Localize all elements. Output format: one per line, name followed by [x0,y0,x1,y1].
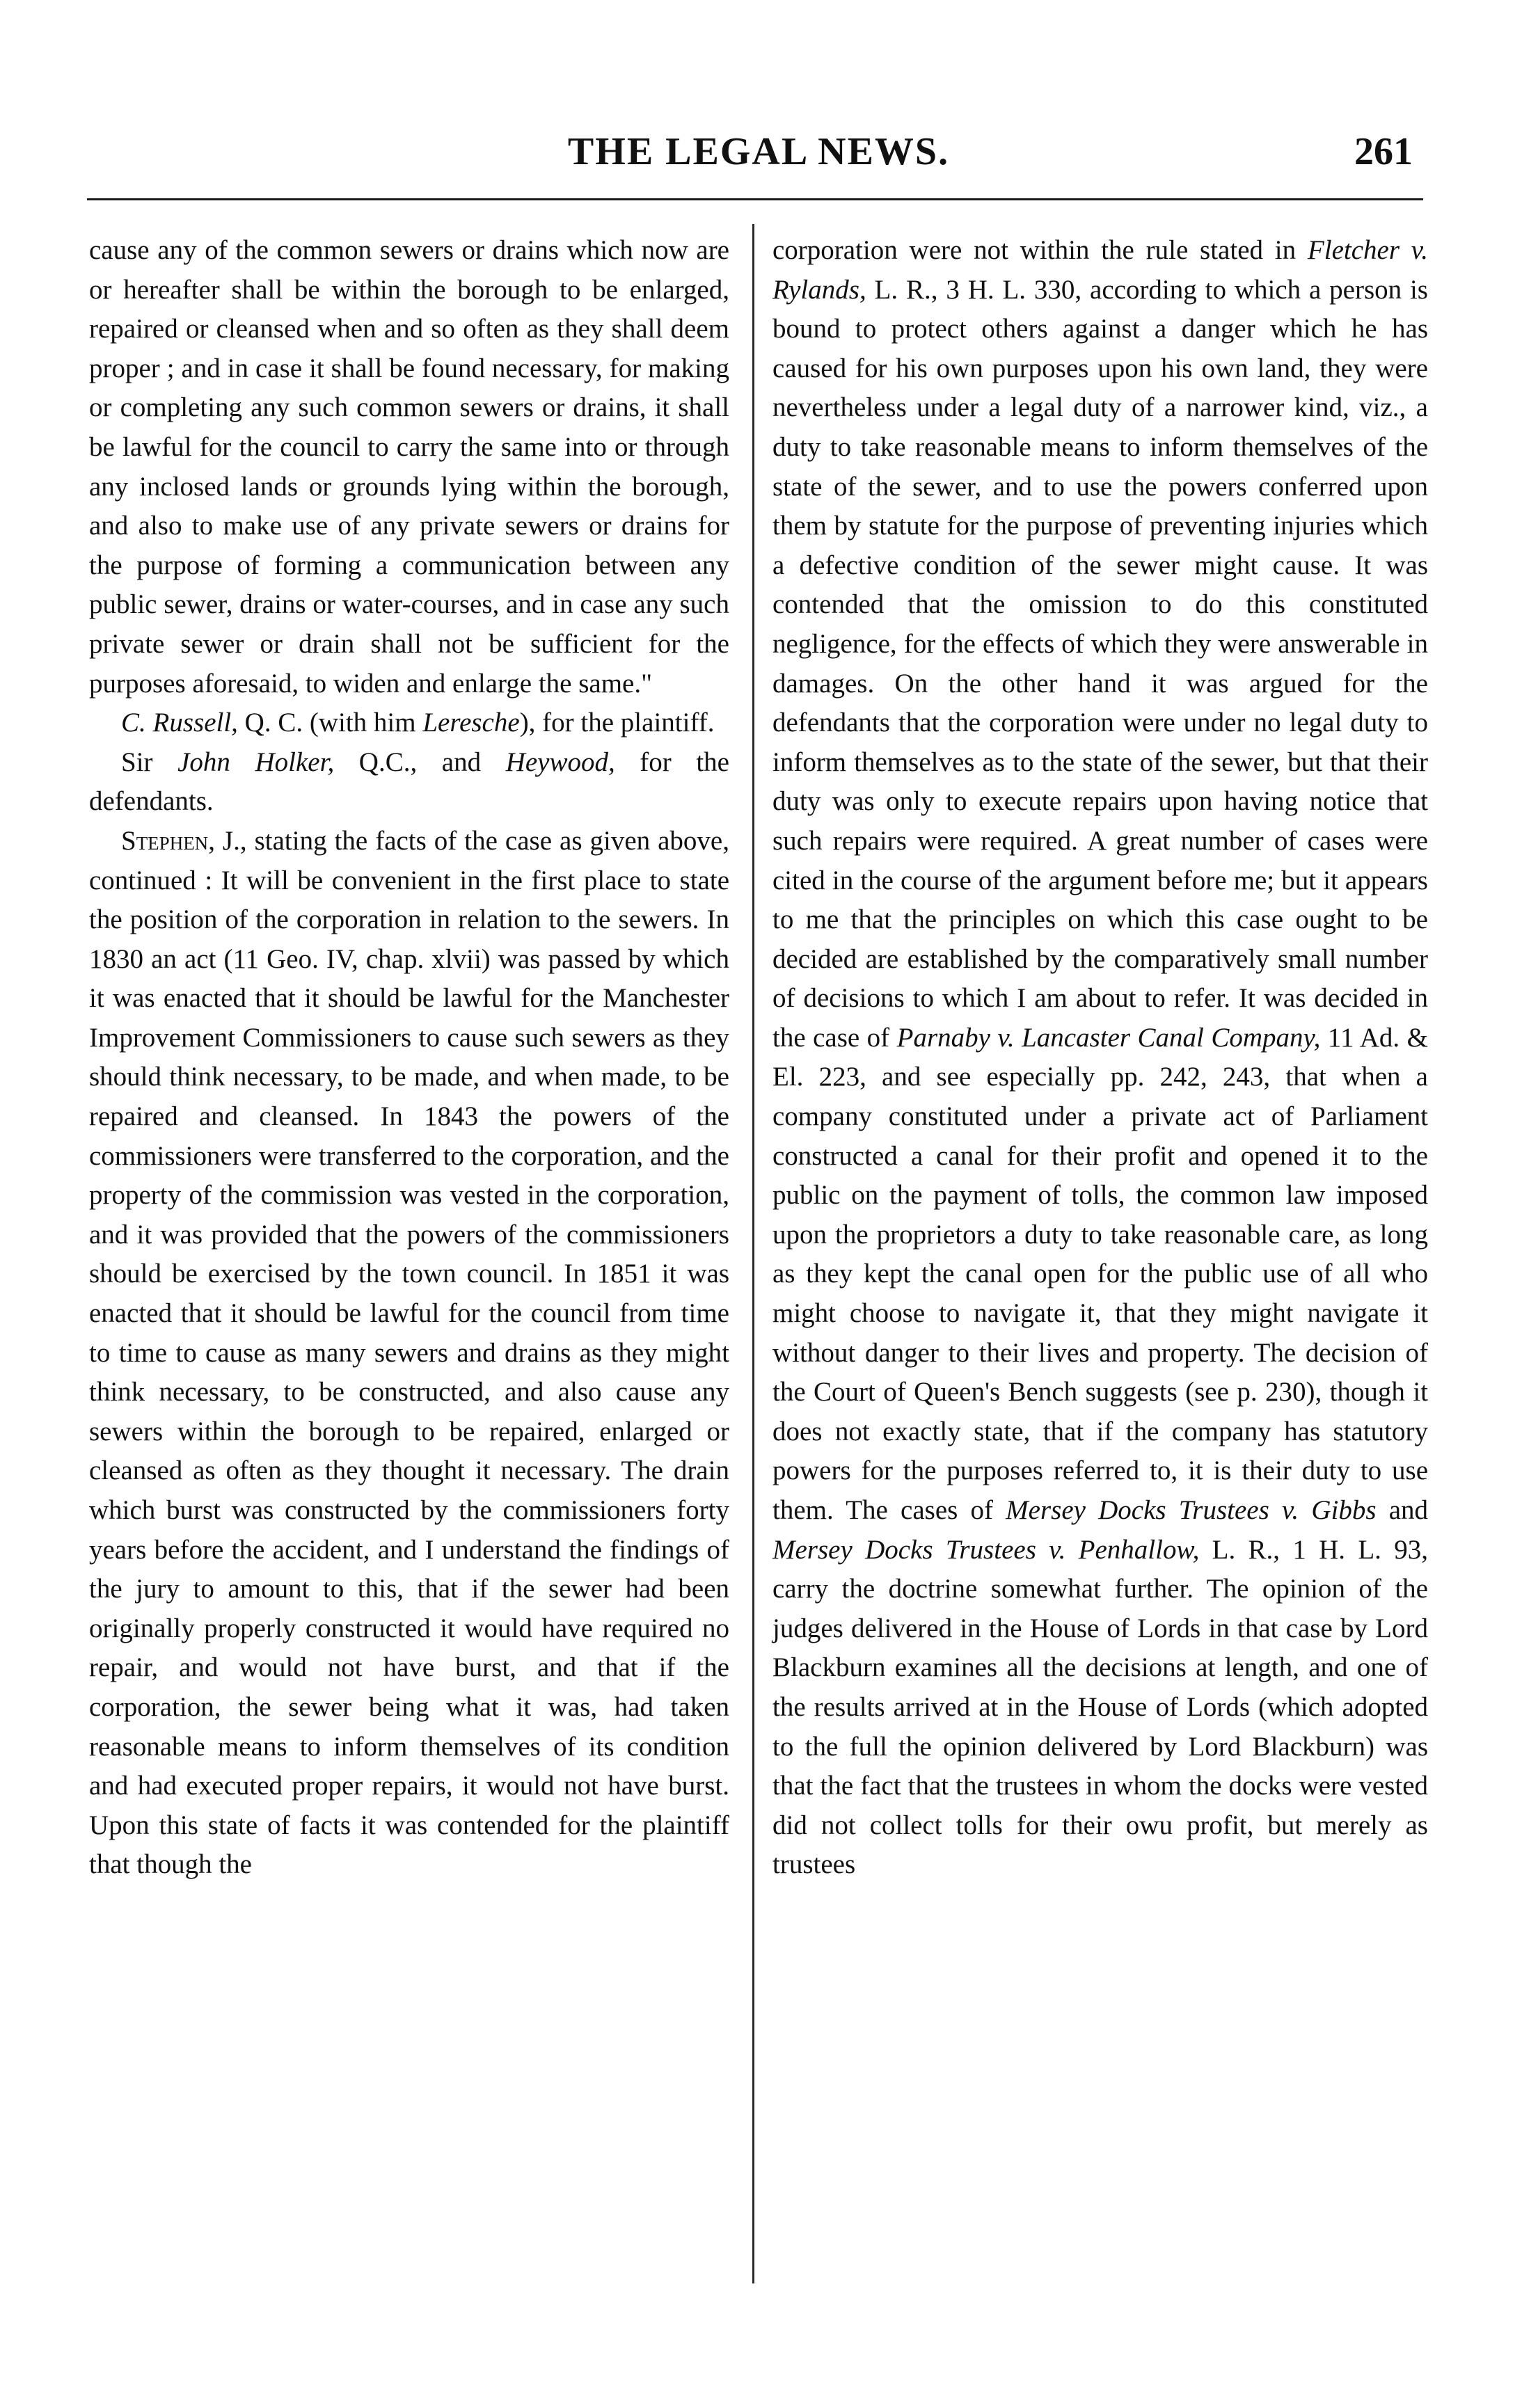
text-run: and [1376,1495,1429,1525]
right-column [772,231,1428,1885]
case-citation: Fletcher v. Rylands, [772,235,1428,305]
counsel-name: Leresche [422,708,520,738]
journal-title: THE LEGAL NEWS. [567,130,950,173]
paragraph-judgment [89,822,729,1885]
text-run: , J., stating the facts of the case as given above, continued : It will be convenient in the first place to state the position of the corporation in relation to the sewers. In 1830 an act (11 Geo. IV, chap. xlvii) was passed by which it was enacted that it should be lawful for the Manchester Improvement Commissioners to cause such sewers as they should think necessary, to be made, and when made, to be repaired and cleansed. In 1843 the powers of the commissioners were transferred to the corporation, and the property of the commission was vested in the corporation, and it was provided that the powers of the commissioners should be exercised by the town council. In 1851 it was enacted that it should be lawful for the council from time to time to cause as many sewers and drains as they might think necessary, to be constructed, and also cause any sewers within the borough to be repaired, enlarged or cleansed as often as they thought it necessary. The drain which burst was constructed by the commissioners forty years before the accident, and I understand the findings of the jury to amount to this, that if the sewer had been originally properly constructed it would have required no repair, and would not have burst, and that if the corporation, the sewer being what it was, had taken reasonable means to inform themselves of its condition and had executed proper repairs, it would not have burst. Upon this state of facts it was contended for the plaintiff that though the [89,825,729,1880]
judge-name: Stephen [121,825,209,856]
text-run: corporation were not within the rule stated in [772,235,1308,265]
case-citation: Mersey Docks Trustees v. Gibbs [1006,1495,1377,1525]
paragraph-statute-quote: cause any of the common sewers or drains which now are or hereafter shall be within the borough to be enlarged, repaired or cleansed when and so often as they shall deem proper ; and in case it shall be found necessary, for making or completing any such common sewers or drains, it shall be lawful for the council to carry the same into or through any inclosed lands or grounds lying within the borough, and also to make use of any private sewers or drains for the purpose of forming a communication between any public sewer, drains or water-courses, and in case any such private sewer or drain shall not be sufficient for the purposes aforesaid, to widen and enlarge the same." [89,235,729,699]
running-head [0,124,1538,186]
text-run: Q. C. (with him [237,708,423,738]
header-rule [87,198,1423,200]
case-citation: Mersey Docks Trustees v. Penhallow, [772,1534,1200,1565]
page-number: 261 [1354,130,1413,173]
text-run: for the defendants. [89,747,729,817]
paragraph-defendant-counsel [89,743,729,822]
text-run: Sir [121,747,178,777]
counsel-name: Heywood, [505,747,615,777]
left-column [89,231,729,1885]
counsel-name: John Holker, [177,747,335,777]
text-run: Q.C., and [334,747,506,777]
text-run: L. R., 1 H. L. 93, carry the doctrine somewhat further. The opinion of the judges delivered in the House of Lords in that case by Lord Blackburn examines all the decisions at length, and one of the results arrived at in the House of Lords (which adopted to the full the opinion delivered by Lord Blackburn) was that the fact that the trustees in whom the docks were vested did not collect tolls for their owu profit, but merely as trustees [772,1534,1428,1880]
counsel-name: C. Russell, [121,708,238,738]
paragraph-judgment-continued [772,231,1428,1885]
column-divider [752,224,754,2283]
text-run: L. R., 3 H. L. 330, according to which a person is bound to protect others against a danger which he has caused for his own purposes upon his own land, they were nevertheless under a legal duty of a narrower kind, viz., a duty to take reasonable means to inform themselves of the state of the sewer, and to use the powers conferred upon them by statute for the purpose of preventing injuries which a defective condition of the sewer might cause. It was contended that the omission to do this constituted negligence, for the effects of which they were answerable in damages. On the other hand it was argued for the defendants that the corporation were under no legal duty to inform themselves as to the state of the sewer, but that their duty was only to execute repairs upon having notice that such repairs were required. A great number of cases were cited in the course of the argument before me; but it appears to me that the principles on which this case ought to be decided are established by the comparatively small number of decisions to which I am about to refer. It was decided in the case of [772,274,1428,1053]
case-citation: Parnaby v. Lancaster Canal Company, [896,1022,1321,1053]
text-run: 11 Ad. & El. 223, and see especially pp. 242, 243, that when a company constituted under a private act of Parliament constructed a canal for their profit and opened it to the public on the payment of tolls, the common law imposed upon the proprietors a duty to take reasonable care, as long as they kept the canal open for the public use of all who might choose to navigate it, that they might navigate it without danger to their lives and property. The decision of the Court of Queen's Bench suggests (see p. 230), though it does not exactly state, that if the company has statutory powers for the purposes referred to, it is their duty to use them. The cases of [772,1022,1428,1525]
paragraph-plaintiff-counsel [89,703,729,743]
text-run: ), for the plaintiff. [519,708,715,738]
